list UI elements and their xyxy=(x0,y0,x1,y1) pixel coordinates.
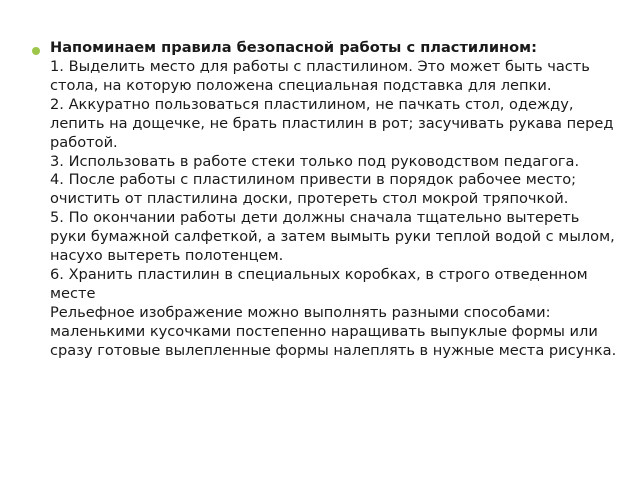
rule-4: 4. После работы с пластилином привести в порядок рабочее место; очистить от пластилина доски, протереть стол мокрой тряпочкой. xyxy=(50,171,577,208)
slide-heading: Напоминаем правила безопасной работы с пластилином: xyxy=(50,39,537,56)
bullet-dot-icon xyxy=(32,47,40,55)
closing-paragraph: Рельефное изображение можно выполнять разными способами: маленькими кусочками постепенно наращивать выпуклые формы или сразу готовые вылепленные формы налеплять в нужные места рисунка. xyxy=(50,303,617,359)
rule-6: 6. Хранить пластилин в специальных коробках, в строго отведенном месте xyxy=(50,265,588,302)
rule-3: 3. Использовать в работе стеки только под руководством педагога. xyxy=(50,152,580,170)
rule-2: 2. Аккуратно пользоваться пластилином, не пачкать стол, одежду, лепить на дощечке, не брать пластилин в рот; засучивать рукава перед работой. xyxy=(50,95,614,151)
rule-5: 5. По окончании работы дети должны сначала тщательно вытереть руки бумажной салфеткой, а затем вымыть руки теплой водой с мылом, насухо вытереть полотенцем. xyxy=(50,209,615,265)
rule-1: 1. Выделить место для работы с пластилином. Это может быть часть стола, на которую положена специальная подставка для лепки. xyxy=(50,58,590,94)
bullet-block xyxy=(32,38,620,361)
